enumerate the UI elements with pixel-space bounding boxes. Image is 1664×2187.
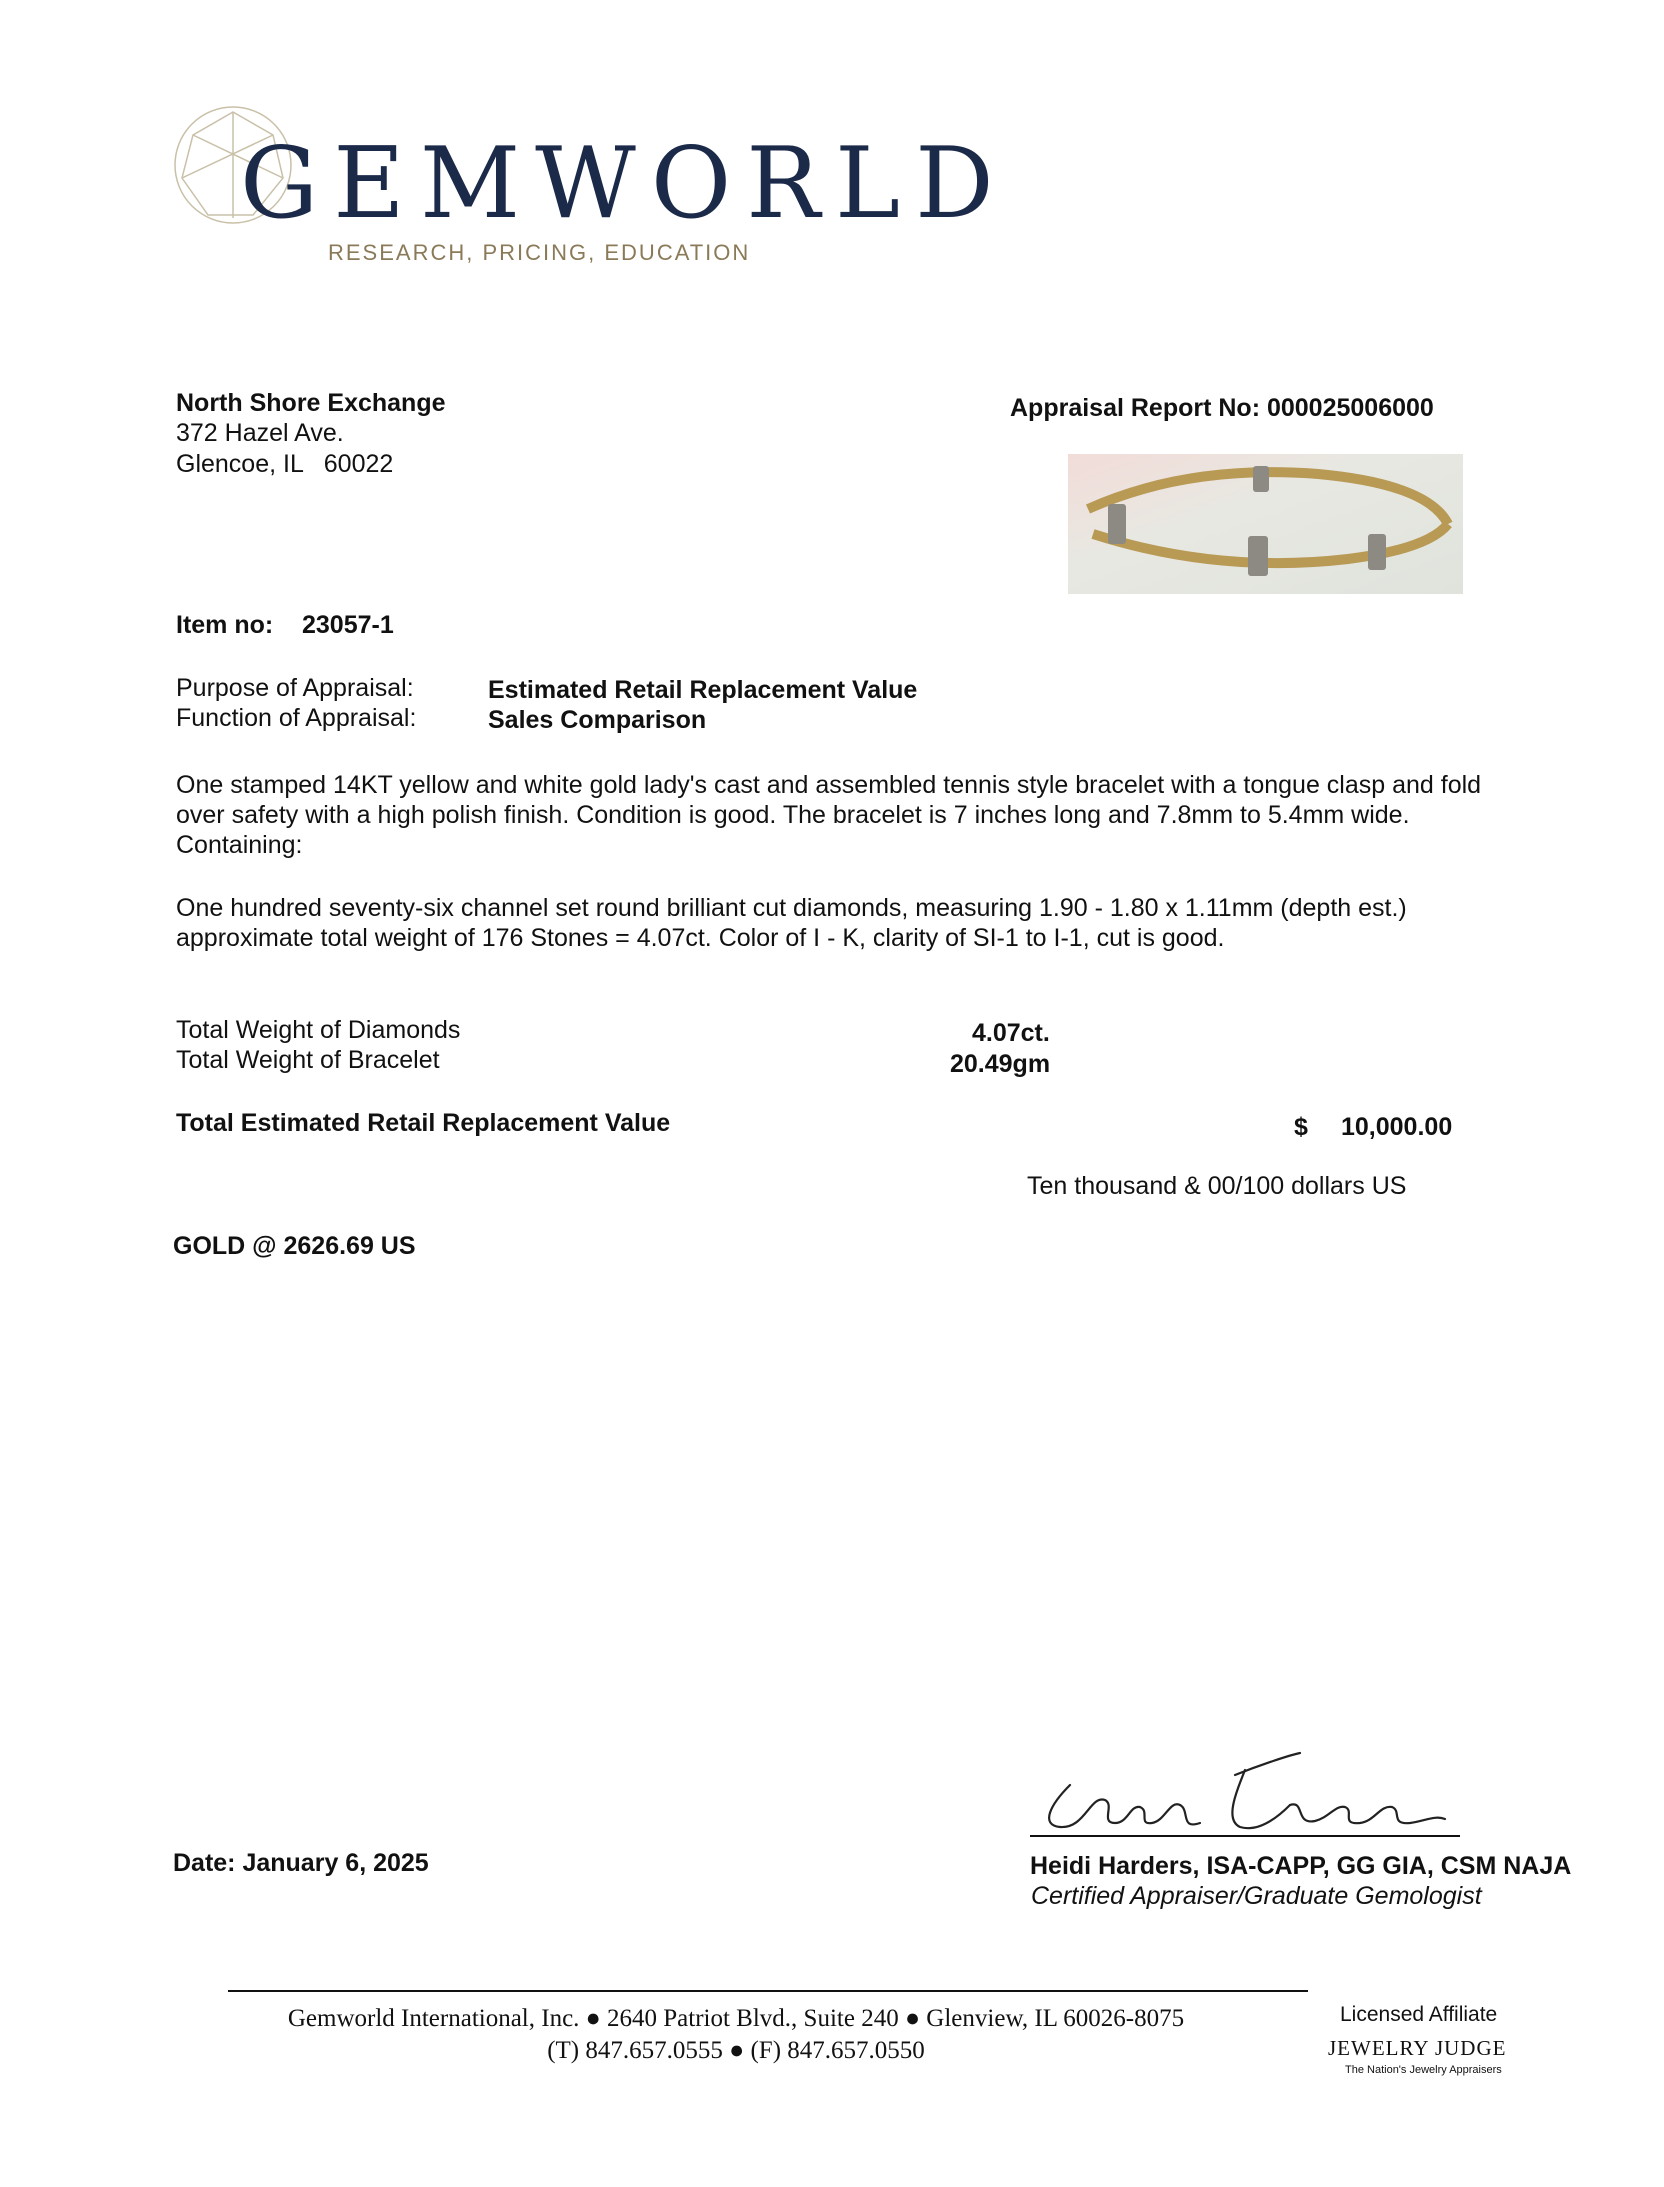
- affiliate-label: Licensed Affiliate: [1340, 2003, 1498, 2026]
- gold-price: GOLD @ 2626.69 US: [173, 1232, 416, 1260]
- total-value-amount: 10,000.00: [1341, 1113, 1453, 1141]
- purpose-value: Estimated Retail Replacement Value: [488, 676, 918, 704]
- signature-line: [1030, 1835, 1460, 1837]
- bracelet-weight-value: 20.49gm: [950, 1050, 1051, 1078]
- item-label: Item no:: [176, 611, 274, 639]
- purpose-label: Purpose of Appraisal:: [176, 674, 414, 702]
- bracelet-weight-label: Total Weight of Bracelet: [176, 1046, 440, 1074]
- total-value-label: Total Estimated Retail Replacement Value: [176, 1109, 671, 1137]
- footer-address: Gemworld International, Inc. ● 2640 Patriot Blvd., Suite 240 ● Glenview, IL 60026-8075: [287, 2005, 1185, 2032]
- footer-divider: [228, 1990, 1308, 1992]
- signature: [1030, 1745, 1460, 1840]
- appraiser-name: Heidi Harders, ISA-CAPP, GG GIA, CSM NAJA: [1030, 1852, 1572, 1880]
- logo-tagline: RESEARCH, PRICING, EDUCATION: [328, 240, 751, 265]
- total-value-words: Ten thousand & 00/100 dollars US: [1027, 1172, 1407, 1200]
- appraisal-date: Date: January 6, 2025: [173, 1849, 429, 1877]
- description-paragraph-2: One hundred seventy-six channel set round brilliant cut diamonds, measuring 1.90 - 1.80 x 1.11mm (depth est.) approximate total weight of 176 Stones = 4.07ct. Color of I - K, clarity of SI-1 to I-1, cut is good.: [176, 894, 1407, 952]
- report-number: Appraisal Report No: 000025006000: [1010, 394, 1434, 422]
- logo-wordmark: GEMWORLD: [240, 127, 1009, 241]
- affiliate-brand: JEWELRY JUDGE: [1328, 2036, 1507, 2060]
- bracelet-photo: [1068, 454, 1463, 594]
- client-name: North Shore Exchange: [176, 389, 446, 417]
- diamonds-weight-value: 4.07ct.: [972, 1019, 1050, 1047]
- function-value: Sales Comparison: [488, 706, 707, 734]
- description-paragraph-1: One stamped 14KT yellow and white gold lady's cast and assembled tennis style bracelet with a tongue clasp and fold over safety with a high polish finish. Condition is good. The bracelet is 7 inches long and 7.8mm to 5.4mm wide. Containing:: [176, 771, 1482, 859]
- currency-symbol: $: [1294, 1113, 1308, 1141]
- client-address-line2: Glencoe, IL 60022: [176, 450, 394, 478]
- affiliate-tagline: The Nation's Jewelry Appraisers: [1345, 2064, 1502, 2076]
- appraiser-title: Certified Appraiser/Graduate Gemologist: [1031, 1882, 1482, 1910]
- client-address-line1: 372 Hazel Ave.: [176, 419, 344, 447]
- footer-phone: (T) 847.657.0555 ● (F) 847.657.0550: [547, 2037, 925, 2064]
- function-label: Function of Appraisal:: [176, 704, 417, 732]
- diamonds-weight-label: Total Weight of Diamonds: [176, 1016, 461, 1044]
- item-number: 23057-1: [302, 611, 394, 639]
